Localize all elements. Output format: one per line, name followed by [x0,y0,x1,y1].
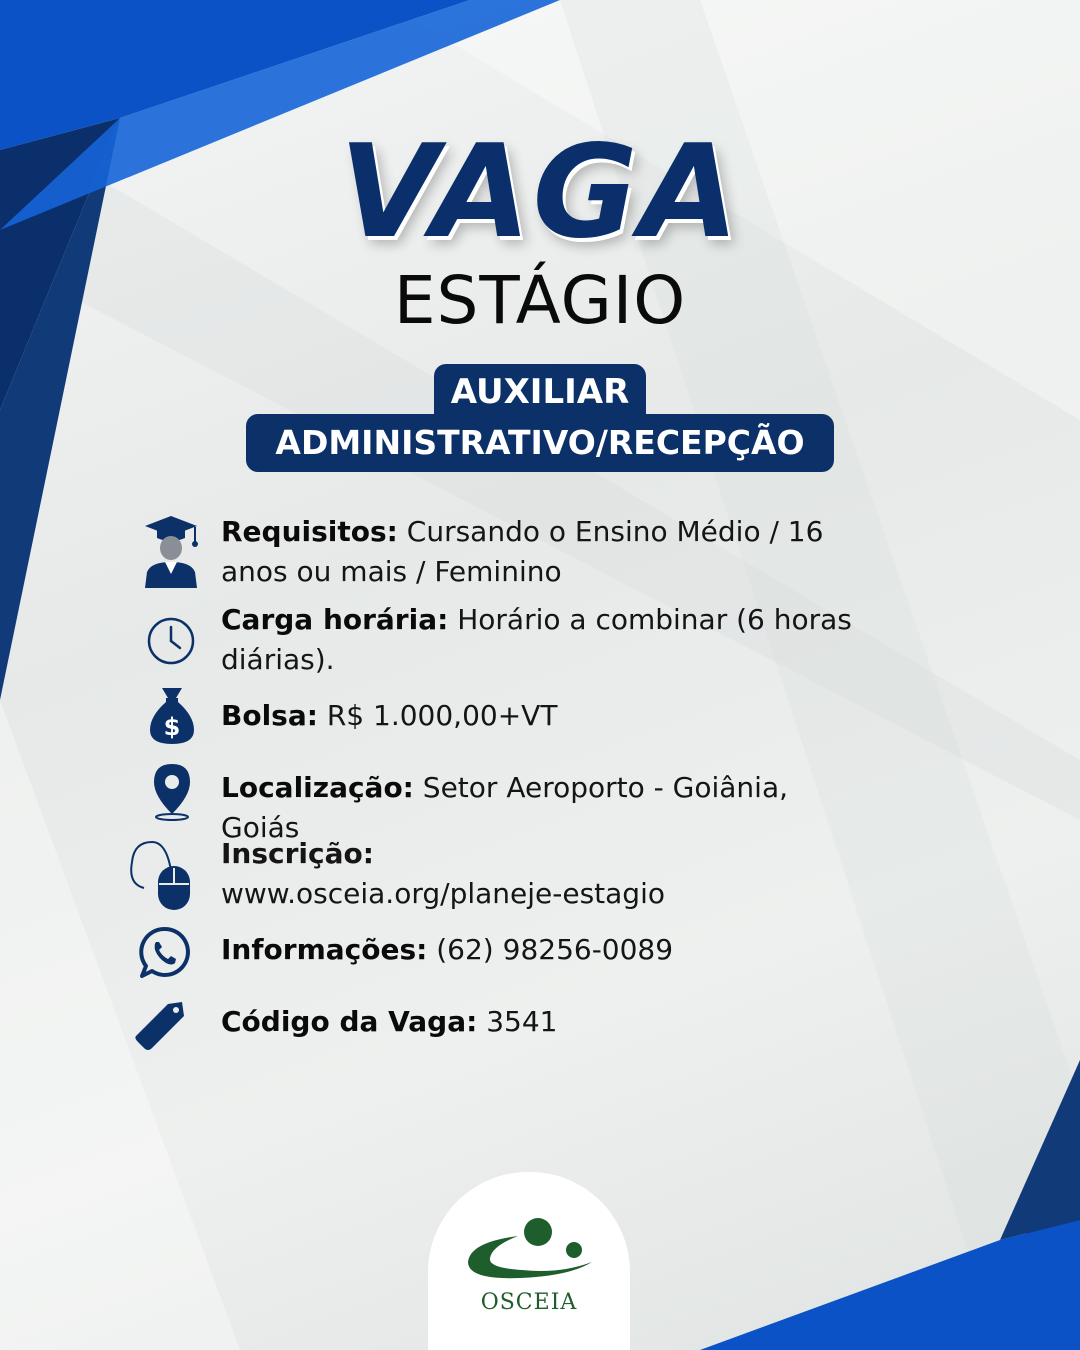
inscricao-label: Inscrição: [221,837,374,870]
mouse-icon [124,838,196,914]
bolsa-text [221,696,861,736]
osceia-logo-text: OSCEIA [480,1290,578,1315]
osceia-logo-mark [460,1216,600,1286]
codigo-text [221,1002,861,1042]
requisitos-label: Requisitos: [221,515,398,548]
svg-text:$: $ [163,713,181,741]
bolsa-value: R$ 1.000,00+VT [326,699,558,732]
informacoes-label: Informações: [221,933,428,966]
requisitos-text [221,512,861,592]
headline-title: VAGA [339,118,741,267]
location-pin-icon [150,762,194,822]
tag-icon [132,996,190,1054]
position-badge-line1: AUXILIAR [434,364,646,420]
localizacao-value: Setor Aeroporto - Goiânia, Goiás [221,771,789,844]
inscricao-link[interactable]: www.osceia.org/planeje-estagio [221,877,665,910]
carga-text [221,600,861,680]
inscricao-text [221,834,861,914]
carga-value: Horário a combinar (6 horas diárias). [221,603,852,676]
headline-subtitle: ESTÁGIO [393,262,687,339]
informacoes-value[interactable]: (62) 98256-0089 [436,933,674,966]
position-badge-line2: ADMINISTRATIVO/RECEPÇÃO [246,414,834,472]
graduation-icon [143,514,199,588]
bolsa-label: Bolsa: [221,699,318,732]
money-bag-icon [148,686,196,746]
clock-icon [146,616,196,666]
codigo-value: 3541 [486,1005,558,1038]
whatsapp-icon [138,926,192,980]
localizacao-label: Localização: [221,771,414,804]
requisitos-value: Cursando o Ensino Médio / 16 anos ou mais / Feminino [221,515,824,588]
carga-label: Carga horária: [221,603,449,636]
informacoes-text [221,930,861,970]
codigo-label: Código da Vaga: [221,1005,478,1038]
